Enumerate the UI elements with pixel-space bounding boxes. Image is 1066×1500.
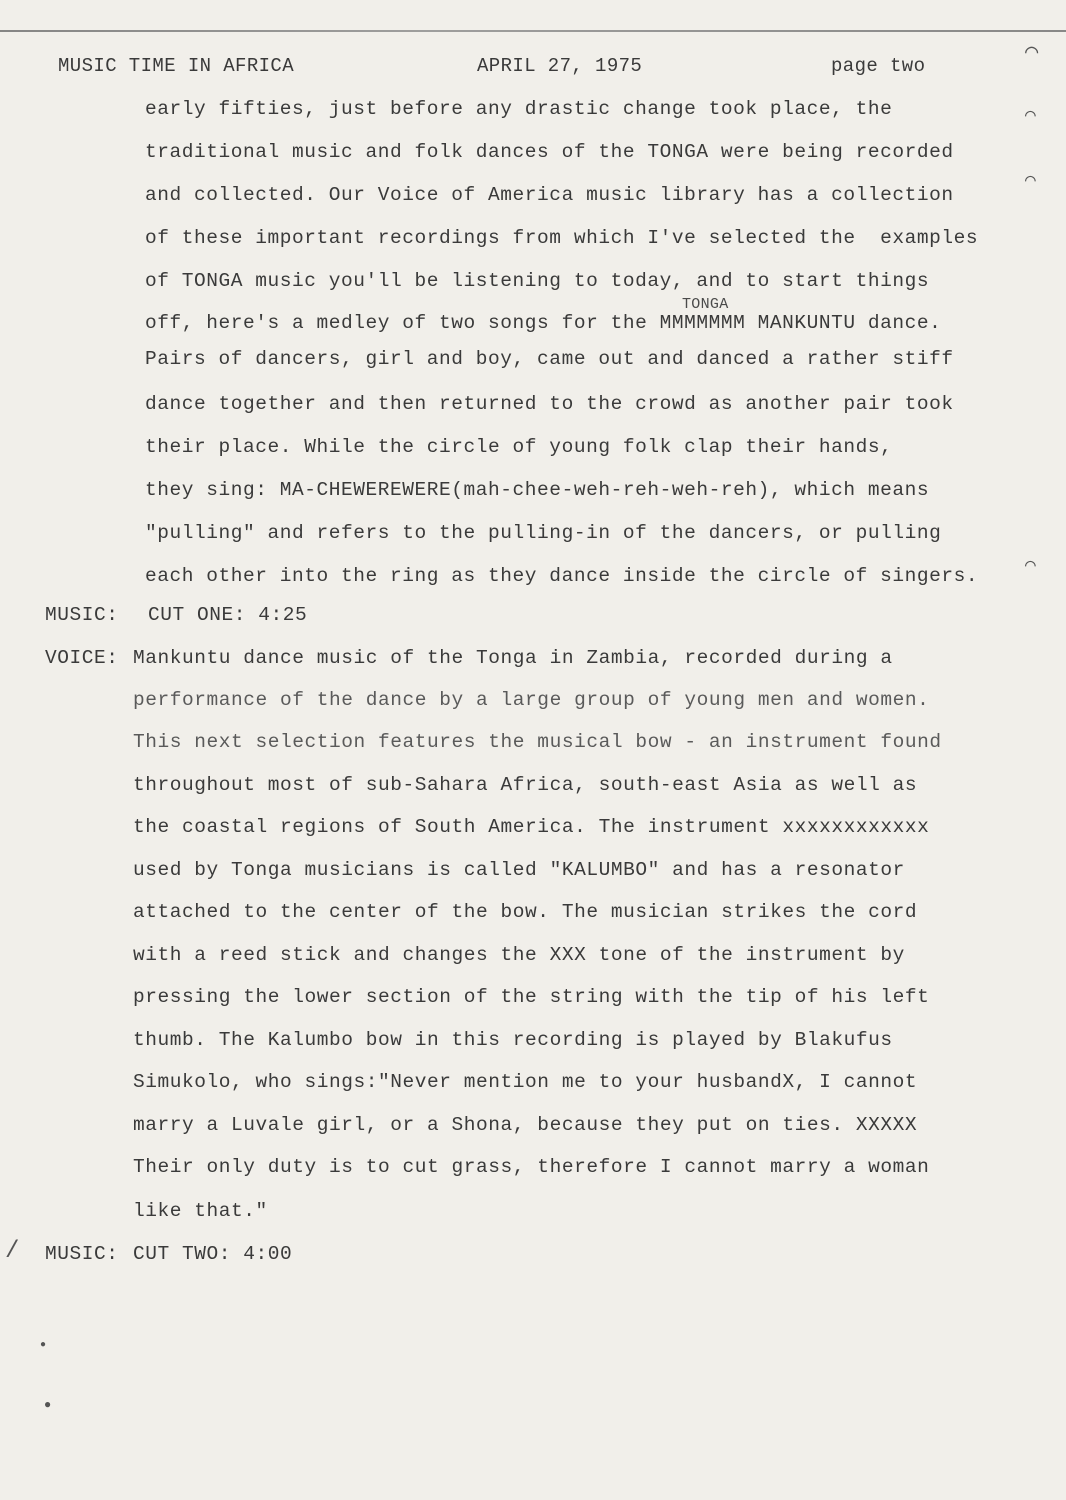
binder-hole-mark: ◠ <box>1025 172 1036 192</box>
top-rule <box>0 30 1066 32</box>
header-date: APRIL 27, 1975 <box>477 55 643 77</box>
paragraph-line: thumb. The Kalumbo bow in this recording is played by Blakufus <box>133 1029 893 1051</box>
paragraph-line: the coastal regions of South America. The instrument xxxxxxxxxxxx <box>133 816 930 838</box>
paragraph-line: dance together and then returned to the crowd as another pair took <box>145 393 954 415</box>
cue-cut-one: CUT ONE: 4:25 <box>148 604 308 626</box>
paragraph-line: Simukolo, who sings:"Never mention me to your husbandX, I cannot <box>133 1071 918 1093</box>
paragraph-line: throughout most of sub-Sahara Africa, south-east Asia as well as <box>133 774 918 796</box>
paragraph-line: performance of the dance by a large group of young men and women. <box>133 689 930 711</box>
voice-label: VOICE: <box>45 647 119 669</box>
paragraph-line: "pulling" and refers to the pulling-in of the dancers, or pulling <box>145 522 942 544</box>
paragraph-line: traditional music and folk dances of the TONGA were being recorded <box>145 141 954 163</box>
binder-hole-mark: ◠ <box>1025 557 1036 577</box>
paragraph-line: This next selection features the musical bow - an instrument found <box>133 731 942 753</box>
paragraph-line: Pairs of dancers, girl and boy, came out and danced a rather stiff <box>145 348 954 370</box>
paragraph-line: off, here's a medley of two songs for the MMMMMMM MANKUNTU dance. <box>145 312 942 334</box>
paragraph-line: Their only duty is to cut grass, therefore I cannot marry a woman <box>133 1156 930 1178</box>
paragraph-line: early fifties, just before any drastic change took place, the <box>145 98 893 120</box>
ink-dot-mark: ● <box>40 1340 47 1351</box>
paragraph-line: like that." <box>133 1200 268 1222</box>
ink-dot-mark: ● <box>44 1398 52 1412</box>
binder-hole-mark: ◠ <box>1025 107 1036 127</box>
header-title: MUSIC TIME IN AFRICA <box>58 55 295 77</box>
paragraph-line: used by Tonga musicians is called "KALUMBO" and has a resonator <box>133 859 905 881</box>
paragraph-line: attached to the center of the bow. The musician strikes the cord <box>133 901 918 923</box>
paragraph-line: marry a Luvale girl, or a Shona, because they put on ties. XXXXX <box>133 1114 918 1136</box>
cue-cut-two: CUT TWO: 4:00 <box>133 1243 293 1265</box>
paragraph-line: and collected. Our Voice of America music library has a collection <box>145 184 954 206</box>
paragraph-line: with a reed stick and changes the XXX tone of the instrument by <box>133 944 905 966</box>
header-page-number: page two <box>831 55 926 77</box>
paragraph-line: of these important recordings from which I've selected the examples <box>145 227 979 249</box>
paragraph-line: of TONGA music you'll be listening to today, and to start things <box>145 270 930 292</box>
paragraph-line: Mankuntu dance music of the Tonga in Zambia, recorded during a <box>133 647 893 669</box>
cue-label-music-1: MUSIC: <box>45 604 119 626</box>
paragraph-line: they sing: MA-CHEWEREWERE(mah-chee-weh-reh-weh-reh), which means <box>145 479 930 501</box>
pencil-tick-mark: / <box>5 1238 20 1265</box>
handwritten-insert: TONGA <box>682 296 729 313</box>
paragraph-line: their place. While the circle of young folk clap their hands, <box>145 436 893 458</box>
paragraph-line: pressing the lower section of the string with the tip of his left <box>133 986 930 1008</box>
paragraph-line: each other into the ring as they dance inside the circle of singers. <box>145 565 979 587</box>
cue-label-music-2: MUSIC: <box>45 1243 119 1265</box>
binder-hole-mark: ◠ <box>1025 41 1039 66</box>
